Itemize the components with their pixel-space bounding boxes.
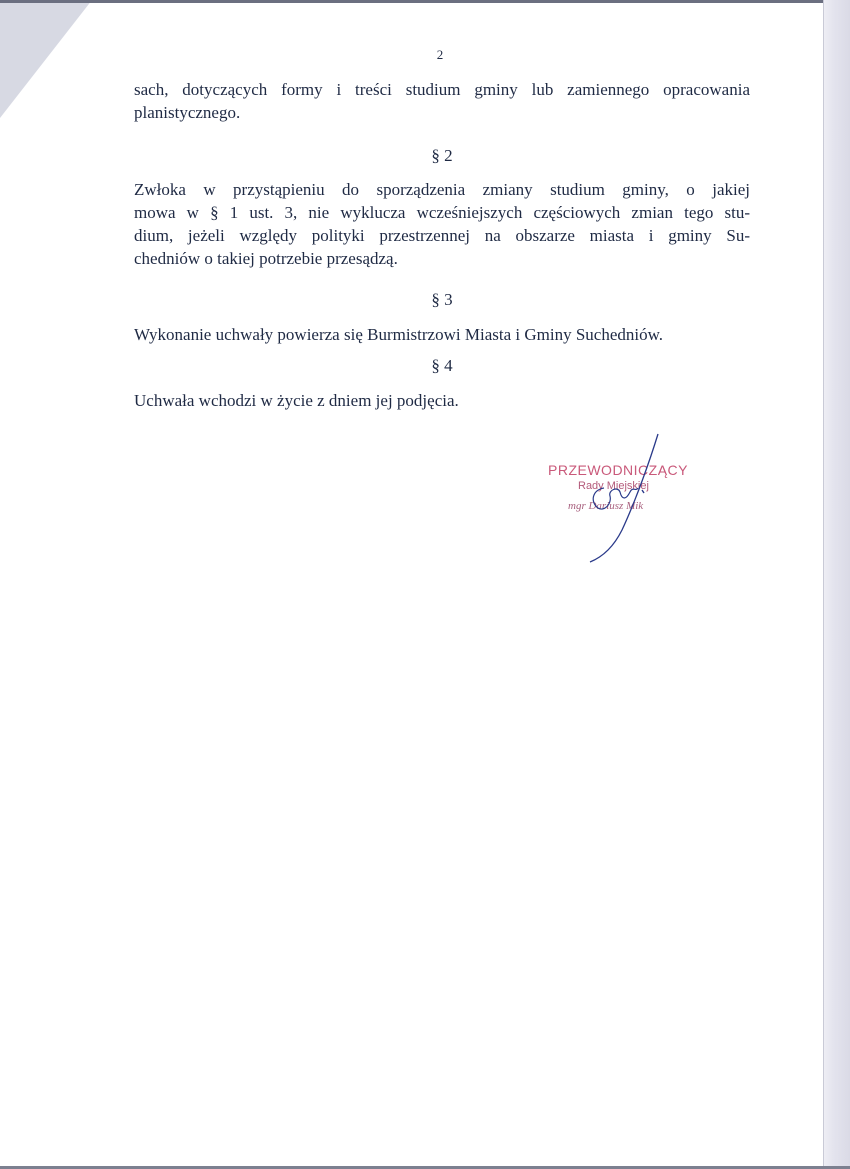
scan-top-edge [0, 0, 850, 3]
paragraph-section-3 [134, 323, 750, 346]
section-heading-2: § 2 [431, 146, 453, 165]
text-line: chedniów o takiej potrzebie przesądzą. [134, 249, 398, 268]
paragraph-section-2 [134, 178, 750, 270]
text-line: Zwłoka w przystąpieniu do sporządzenia zmiany studium gminy, o jakiej [134, 180, 750, 199]
text-line: sach, dotyczących formy i treści studium gminy lub zamiennego opracowania [134, 80, 750, 99]
text-line: Wykonanie uchwały powierza się Burmistrzowi Miasta i Gminy Suchedniów. [134, 325, 664, 344]
stamp-subtitle: Rady Miejskiej [578, 480, 649, 492]
page-number: 2 [436, 47, 444, 62]
text-line: planistycznego. [134, 103, 241, 122]
text-line: mowa w § 1 ust. 3, nie wyklucza wcześniejszych częściowych zmian tego stu- [134, 203, 750, 222]
text-line: dium, jeżeli względy polityki przestrzennej na obszarze miasta i gminy Su- [134, 226, 750, 245]
paragraph-section-4 [134, 389, 750, 412]
text-line: Uchwała wchodzi w życie z dniem jej podjęcia. [134, 391, 459, 410]
signature-stamp [540, 430, 710, 570]
handwritten-signature-icon [540, 430, 710, 570]
section-heading-4: § 4 [431, 356, 453, 375]
stamp-title: PRZEWODNICZĄCY [548, 462, 688, 478]
section-heading-3: § 3 [431, 290, 453, 309]
scan-right-margin [824, 0, 850, 1169]
stamp-name: mgr Dariusz Mik [568, 500, 644, 512]
paragraph-intro [134, 78, 750, 124]
